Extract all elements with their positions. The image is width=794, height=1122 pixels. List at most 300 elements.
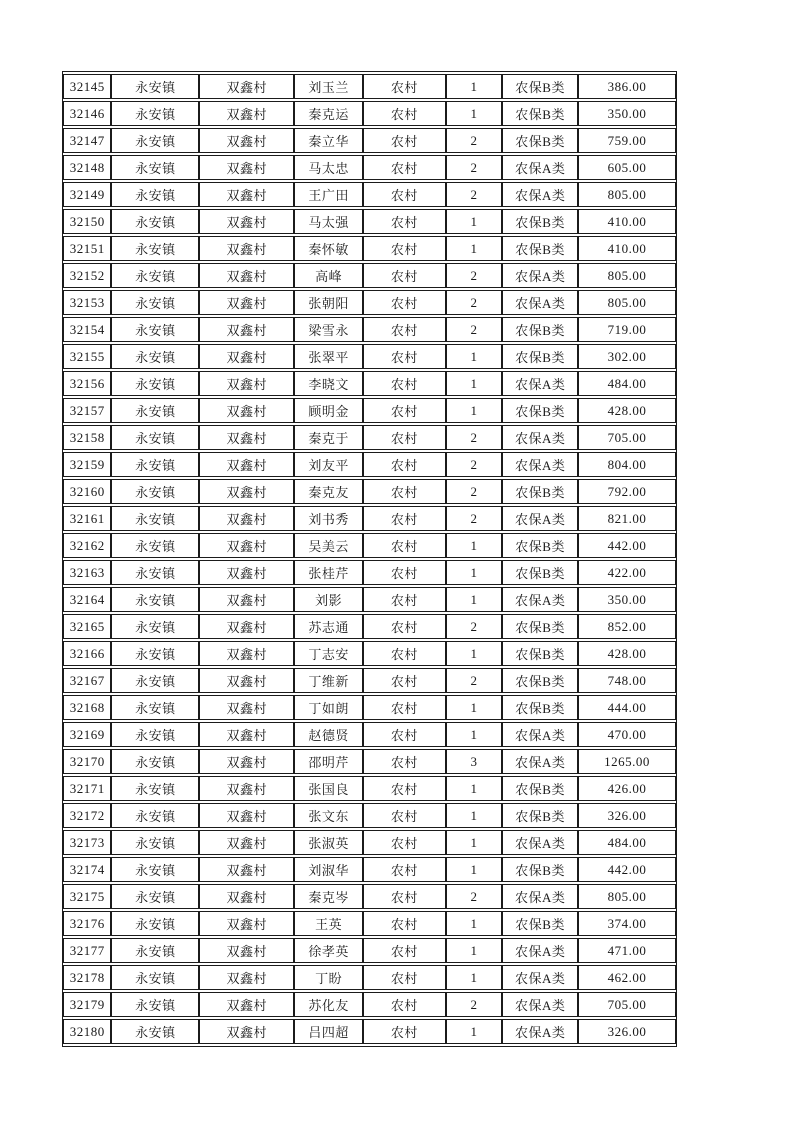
cell-area-type: 农村 xyxy=(363,884,446,909)
table-row xyxy=(63,1019,676,1044)
cell-id: 32165 xyxy=(63,614,111,639)
cell-village: 双鑫村 xyxy=(199,965,294,990)
cell-area-type: 农村 xyxy=(363,1019,446,1044)
cell-insurance-category: 农保A类 xyxy=(502,830,578,855)
cell-amount: 852.00 xyxy=(578,614,676,639)
cell-name: 徐孝英 xyxy=(294,938,363,963)
cell-town: 永安镇 xyxy=(111,263,199,288)
cell-amount: 1265.00 xyxy=(578,749,676,774)
cell-name: 秦立华 xyxy=(294,128,363,153)
cell-area-type: 农村 xyxy=(363,263,446,288)
cell-area-type: 农村 xyxy=(363,290,446,315)
table-row xyxy=(63,101,676,126)
cell-area-type: 农村 xyxy=(363,722,446,747)
cell-area-type: 农村 xyxy=(363,965,446,990)
cell-area-type: 农村 xyxy=(363,182,446,207)
cell-town: 永安镇 xyxy=(111,317,199,342)
cell-person-count: 2 xyxy=(446,182,503,207)
cell-village: 双鑫村 xyxy=(199,533,294,558)
cell-village: 双鑫村 xyxy=(199,155,294,180)
cell-area-type: 农村 xyxy=(363,317,446,342)
cell-town: 永安镇 xyxy=(111,209,199,234)
table-row xyxy=(63,749,676,774)
cell-person-count: 1 xyxy=(446,776,503,801)
cell-village: 双鑫村 xyxy=(199,236,294,261)
cell-id: 32151 xyxy=(63,236,111,261)
cell-insurance-category: 农保B类 xyxy=(502,398,578,423)
cell-area-type: 农村 xyxy=(363,479,446,504)
cell-town: 永安镇 xyxy=(111,1019,199,1044)
cell-id: 32160 xyxy=(63,479,111,504)
cell-village: 双鑫村 xyxy=(199,290,294,315)
cell-id: 32163 xyxy=(63,560,111,585)
table-row xyxy=(63,344,676,369)
table-row xyxy=(63,506,676,531)
cell-name: 邵明芹 xyxy=(294,749,363,774)
table-row xyxy=(63,776,676,801)
cell-amount: 484.00 xyxy=(578,371,676,396)
cell-person-count: 1 xyxy=(446,830,503,855)
cell-insurance-category: 农保A类 xyxy=(502,371,578,396)
cell-name: 赵德贤 xyxy=(294,722,363,747)
cell-village: 双鑫村 xyxy=(199,506,294,531)
cell-person-count: 2 xyxy=(446,425,503,450)
cell-insurance-category: 农保A类 xyxy=(502,749,578,774)
cell-id: 32168 xyxy=(63,695,111,720)
cell-name: 梁雪永 xyxy=(294,317,363,342)
cell-person-count: 1 xyxy=(446,533,503,558)
cell-area-type: 农村 xyxy=(363,749,446,774)
cell-person-count: 2 xyxy=(446,128,503,153)
cell-id: 32153 xyxy=(63,290,111,315)
cell-name: 王广田 xyxy=(294,182,363,207)
cell-person-count: 2 xyxy=(446,479,503,504)
table-row xyxy=(63,911,676,936)
cell-person-count: 1 xyxy=(446,695,503,720)
cell-insurance-category: 农保B类 xyxy=(502,344,578,369)
cell-amount: 428.00 xyxy=(578,641,676,666)
cell-insurance-category: 农保B类 xyxy=(502,74,578,99)
table-row xyxy=(63,965,676,990)
cell-id: 32158 xyxy=(63,425,111,450)
cell-person-count: 2 xyxy=(446,884,503,909)
roster-table-grid xyxy=(63,72,676,1046)
cell-village: 双鑫村 xyxy=(199,587,294,612)
cell-person-count: 1 xyxy=(446,722,503,747)
cell-amount: 805.00 xyxy=(578,263,676,288)
cell-insurance-category: 农保A类 xyxy=(502,884,578,909)
cell-village: 双鑫村 xyxy=(199,722,294,747)
table-row xyxy=(63,452,676,477)
cell-person-count: 1 xyxy=(446,560,503,585)
cell-amount: 719.00 xyxy=(578,317,676,342)
cell-insurance-category: 农保B类 xyxy=(502,641,578,666)
cell-village: 双鑫村 xyxy=(199,668,294,693)
table-row xyxy=(63,641,676,666)
cell-name: 刘书秀 xyxy=(294,506,363,531)
cell-town: 永安镇 xyxy=(111,830,199,855)
table-row xyxy=(63,182,676,207)
cell-town: 永安镇 xyxy=(111,344,199,369)
cell-area-type: 农村 xyxy=(363,857,446,882)
cell-town: 永安镇 xyxy=(111,911,199,936)
table-row xyxy=(63,479,676,504)
cell-insurance-category: 农保A类 xyxy=(502,938,578,963)
cell-area-type: 农村 xyxy=(363,371,446,396)
cell-village: 双鑫村 xyxy=(199,317,294,342)
cell-town: 永安镇 xyxy=(111,992,199,1017)
cell-insurance-category: 农保B类 xyxy=(502,695,578,720)
cell-name: 马太强 xyxy=(294,209,363,234)
cell-village: 双鑫村 xyxy=(199,776,294,801)
cell-id: 32150 xyxy=(63,209,111,234)
cell-area-type: 农村 xyxy=(363,344,446,369)
cell-town: 永安镇 xyxy=(111,533,199,558)
table-row xyxy=(63,74,676,99)
cell-amount: 326.00 xyxy=(578,1019,676,1044)
cell-name: 丁如朗 xyxy=(294,695,363,720)
table-row xyxy=(63,695,676,720)
cell-person-count: 1 xyxy=(446,371,503,396)
cell-town: 永安镇 xyxy=(111,182,199,207)
cell-area-type: 农村 xyxy=(363,209,446,234)
table-row xyxy=(63,317,676,342)
cell-id: 32147 xyxy=(63,128,111,153)
table-row xyxy=(63,587,676,612)
cell-name: 秦克运 xyxy=(294,101,363,126)
cell-name: 刘淑华 xyxy=(294,857,363,882)
cell-town: 永安镇 xyxy=(111,506,199,531)
cell-person-count: 2 xyxy=(446,668,503,693)
cell-village: 双鑫村 xyxy=(199,830,294,855)
table-row xyxy=(63,425,676,450)
cell-area-type: 农村 xyxy=(363,911,446,936)
cell-amount: 484.00 xyxy=(578,830,676,855)
cell-amount: 410.00 xyxy=(578,236,676,261)
cell-insurance-category: 农保A类 xyxy=(502,506,578,531)
cell-village: 双鑫村 xyxy=(199,398,294,423)
cell-id: 32177 xyxy=(63,938,111,963)
cell-insurance-category: 农保A类 xyxy=(502,965,578,990)
cell-amount: 350.00 xyxy=(578,587,676,612)
cell-town: 永安镇 xyxy=(111,857,199,882)
cell-amount: 470.00 xyxy=(578,722,676,747)
cell-person-count: 2 xyxy=(446,155,503,180)
cell-insurance-category: 农保A类 xyxy=(502,452,578,477)
cell-town: 永安镇 xyxy=(111,776,199,801)
cell-town: 永安镇 xyxy=(111,587,199,612)
cell-amount: 410.00 xyxy=(578,209,676,234)
cell-area-type: 农村 xyxy=(363,587,446,612)
table-row xyxy=(63,884,676,909)
cell-amount: 805.00 xyxy=(578,884,676,909)
cell-name: 刘影 xyxy=(294,587,363,612)
cell-id: 32162 xyxy=(63,533,111,558)
cell-town: 永安镇 xyxy=(111,614,199,639)
cell-amount: 442.00 xyxy=(578,533,676,558)
cell-area-type: 农村 xyxy=(363,560,446,585)
cell-id: 32155 xyxy=(63,344,111,369)
cell-area-type: 农村 xyxy=(363,155,446,180)
cell-amount: 462.00 xyxy=(578,965,676,990)
cell-town: 永安镇 xyxy=(111,290,199,315)
cell-person-count: 1 xyxy=(446,209,503,234)
cell-person-count: 1 xyxy=(446,911,503,936)
cell-area-type: 农村 xyxy=(363,506,446,531)
cell-town: 永安镇 xyxy=(111,236,199,261)
cell-insurance-category: 农保B类 xyxy=(502,668,578,693)
cell-name: 秦克友 xyxy=(294,479,363,504)
cell-person-count: 2 xyxy=(446,992,503,1017)
cell-amount: 705.00 xyxy=(578,992,676,1017)
cell-insurance-category: 农保B类 xyxy=(502,209,578,234)
cell-village: 双鑫村 xyxy=(199,803,294,828)
cell-id: 32176 xyxy=(63,911,111,936)
cell-village: 双鑫村 xyxy=(199,641,294,666)
cell-insurance-category: 农保B类 xyxy=(502,317,578,342)
cell-insurance-category: 农保A类 xyxy=(502,290,578,315)
cell-name: 秦克于 xyxy=(294,425,363,450)
cell-insurance-category: 农保A类 xyxy=(502,182,578,207)
cell-area-type: 农村 xyxy=(363,452,446,477)
cell-amount: 805.00 xyxy=(578,290,676,315)
cell-town: 永安镇 xyxy=(111,803,199,828)
cell-area-type: 农村 xyxy=(363,668,446,693)
cell-insurance-category: 农保A类 xyxy=(502,722,578,747)
cell-area-type: 农村 xyxy=(363,398,446,423)
cell-amount: 428.00 xyxy=(578,398,676,423)
cell-insurance-category: 农保B类 xyxy=(502,911,578,936)
cell-id: 32166 xyxy=(63,641,111,666)
cell-name: 吕四超 xyxy=(294,1019,363,1044)
cell-name: 丁志安 xyxy=(294,641,363,666)
cell-town: 永安镇 xyxy=(111,425,199,450)
cell-area-type: 农村 xyxy=(363,533,446,558)
cell-amount: 705.00 xyxy=(578,425,676,450)
cell-id: 32171 xyxy=(63,776,111,801)
cell-area-type: 农村 xyxy=(363,992,446,1017)
cell-insurance-category: 农保B类 xyxy=(502,776,578,801)
table-row xyxy=(63,236,676,261)
cell-amount: 422.00 xyxy=(578,560,676,585)
table-row xyxy=(63,155,676,180)
cell-id: 32180 xyxy=(63,1019,111,1044)
cell-person-count: 1 xyxy=(446,74,503,99)
cell-person-count: 2 xyxy=(446,614,503,639)
cell-area-type: 农村 xyxy=(363,803,446,828)
cell-town: 永安镇 xyxy=(111,749,199,774)
table-row xyxy=(63,533,676,558)
cell-id: 32161 xyxy=(63,506,111,531)
cell-amount: 759.00 xyxy=(578,128,676,153)
cell-insurance-category: 农保B类 xyxy=(502,560,578,585)
cell-town: 永安镇 xyxy=(111,74,199,99)
cell-person-count: 2 xyxy=(446,317,503,342)
cell-id: 32170 xyxy=(63,749,111,774)
cell-id: 32175 xyxy=(63,884,111,909)
cell-id: 32157 xyxy=(63,398,111,423)
cell-area-type: 农村 xyxy=(363,236,446,261)
cell-village: 双鑫村 xyxy=(199,938,294,963)
cell-insurance-category: 农保B类 xyxy=(502,128,578,153)
table-row xyxy=(63,290,676,315)
cell-name: 张文东 xyxy=(294,803,363,828)
cell-person-count: 1 xyxy=(446,344,503,369)
cell-town: 永安镇 xyxy=(111,101,199,126)
cell-person-count: 2 xyxy=(446,290,503,315)
cell-person-count: 1 xyxy=(446,101,503,126)
cell-name: 顾明金 xyxy=(294,398,363,423)
cell-village: 双鑫村 xyxy=(199,479,294,504)
cell-id: 32169 xyxy=(63,722,111,747)
cell-amount: 386.00 xyxy=(578,74,676,99)
cell-area-type: 农村 xyxy=(363,425,446,450)
cell-insurance-category: 农保A类 xyxy=(502,587,578,612)
cell-person-count: 2 xyxy=(446,506,503,531)
cell-amount: 426.00 xyxy=(578,776,676,801)
cell-amount: 804.00 xyxy=(578,452,676,477)
cell-insurance-category: 农保A类 xyxy=(502,1019,578,1044)
table-row xyxy=(63,209,676,234)
cell-town: 永安镇 xyxy=(111,641,199,666)
table-row xyxy=(63,614,676,639)
cell-person-count: 1 xyxy=(446,236,503,261)
table-row xyxy=(63,560,676,585)
cell-id: 32174 xyxy=(63,857,111,882)
cell-amount: 471.00 xyxy=(578,938,676,963)
cell-insurance-category: 农保B类 xyxy=(502,236,578,261)
table-row xyxy=(63,263,676,288)
cell-amount: 748.00 xyxy=(578,668,676,693)
cell-area-type: 农村 xyxy=(363,74,446,99)
cell-town: 永安镇 xyxy=(111,884,199,909)
cell-person-count: 1 xyxy=(446,803,503,828)
cell-insurance-category: 农保B类 xyxy=(502,857,578,882)
cell-id: 32159 xyxy=(63,452,111,477)
cell-name: 吴美云 xyxy=(294,533,363,558)
cell-id: 32145 xyxy=(63,74,111,99)
cell-village: 双鑫村 xyxy=(199,857,294,882)
cell-area-type: 农村 xyxy=(363,101,446,126)
cell-village: 双鑫村 xyxy=(199,911,294,936)
cell-insurance-category: 农保A类 xyxy=(502,263,578,288)
cell-town: 永安镇 xyxy=(111,452,199,477)
cell-name: 丁盼 xyxy=(294,965,363,990)
cell-amount: 326.00 xyxy=(578,803,676,828)
cell-person-count: 2 xyxy=(446,452,503,477)
cell-village: 双鑫村 xyxy=(199,101,294,126)
cell-town: 永安镇 xyxy=(111,938,199,963)
table-row xyxy=(63,398,676,423)
table-row xyxy=(63,668,676,693)
cell-insurance-category: 农保B类 xyxy=(502,614,578,639)
cell-person-count: 1 xyxy=(446,398,503,423)
cell-amount: 444.00 xyxy=(578,695,676,720)
cell-area-type: 农村 xyxy=(363,614,446,639)
cell-area-type: 农村 xyxy=(363,830,446,855)
cell-village: 双鑫村 xyxy=(199,425,294,450)
cell-person-count: 1 xyxy=(446,857,503,882)
cell-village: 双鑫村 xyxy=(199,74,294,99)
cell-village: 双鑫村 xyxy=(199,182,294,207)
cell-insurance-category: 农保B类 xyxy=(502,479,578,504)
cell-village: 双鑫村 xyxy=(199,992,294,1017)
cell-person-count: 1 xyxy=(446,938,503,963)
cell-id: 32152 xyxy=(63,263,111,288)
cell-id: 32146 xyxy=(63,101,111,126)
cell-town: 永安镇 xyxy=(111,371,199,396)
cell-town: 永安镇 xyxy=(111,479,199,504)
cell-amount: 374.00 xyxy=(578,911,676,936)
cell-id: 32173 xyxy=(63,830,111,855)
cell-id: 32178 xyxy=(63,965,111,990)
cell-name: 马太忠 xyxy=(294,155,363,180)
cell-village: 双鑫村 xyxy=(199,884,294,909)
cell-id: 32156 xyxy=(63,371,111,396)
cell-village: 双鑫村 xyxy=(199,209,294,234)
cell-name: 苏化友 xyxy=(294,992,363,1017)
cell-insurance-category: 农保B类 xyxy=(502,533,578,558)
cell-person-count: 1 xyxy=(446,641,503,666)
cell-village: 双鑫村 xyxy=(199,749,294,774)
cell-id: 32148 xyxy=(63,155,111,180)
table-row xyxy=(63,128,676,153)
table-row xyxy=(63,857,676,882)
cell-amount: 302.00 xyxy=(578,344,676,369)
cell-name: 张淑英 xyxy=(294,830,363,855)
cell-town: 永安镇 xyxy=(111,398,199,423)
cell-village: 双鑫村 xyxy=(199,1019,294,1044)
cell-insurance-category: 农保A类 xyxy=(502,425,578,450)
cell-id: 32179 xyxy=(63,992,111,1017)
cell-amount: 442.00 xyxy=(578,857,676,882)
roster-table xyxy=(62,71,677,1047)
cell-name: 高峰 xyxy=(294,263,363,288)
cell-name: 秦克岑 xyxy=(294,884,363,909)
cell-id: 32154 xyxy=(63,317,111,342)
cell-person-count: 3 xyxy=(446,749,503,774)
cell-village: 双鑫村 xyxy=(199,128,294,153)
cell-id: 32164 xyxy=(63,587,111,612)
table-row xyxy=(63,722,676,747)
cell-id: 32172 xyxy=(63,803,111,828)
cell-area-type: 农村 xyxy=(363,641,446,666)
cell-village: 双鑫村 xyxy=(199,560,294,585)
table-row xyxy=(63,830,676,855)
cell-village: 双鑫村 xyxy=(199,452,294,477)
cell-name: 丁维新 xyxy=(294,668,363,693)
cell-town: 永安镇 xyxy=(111,128,199,153)
cell-name: 苏志通 xyxy=(294,614,363,639)
cell-amount: 805.00 xyxy=(578,182,676,207)
cell-name: 张朝阳 xyxy=(294,290,363,315)
cell-name: 王英 xyxy=(294,911,363,936)
cell-amount: 821.00 xyxy=(578,506,676,531)
table-row xyxy=(63,371,676,396)
cell-name: 刘玉兰 xyxy=(294,74,363,99)
cell-amount: 792.00 xyxy=(578,479,676,504)
cell-insurance-category: 农保B类 xyxy=(502,803,578,828)
cell-village: 双鑫村 xyxy=(199,614,294,639)
cell-person-count: 2 xyxy=(446,263,503,288)
cell-name: 李晓文 xyxy=(294,371,363,396)
cell-area-type: 农村 xyxy=(363,938,446,963)
cell-town: 永安镇 xyxy=(111,965,199,990)
table-row xyxy=(63,992,676,1017)
cell-area-type: 农村 xyxy=(363,128,446,153)
cell-town: 永安镇 xyxy=(111,722,199,747)
cell-village: 双鑫村 xyxy=(199,263,294,288)
